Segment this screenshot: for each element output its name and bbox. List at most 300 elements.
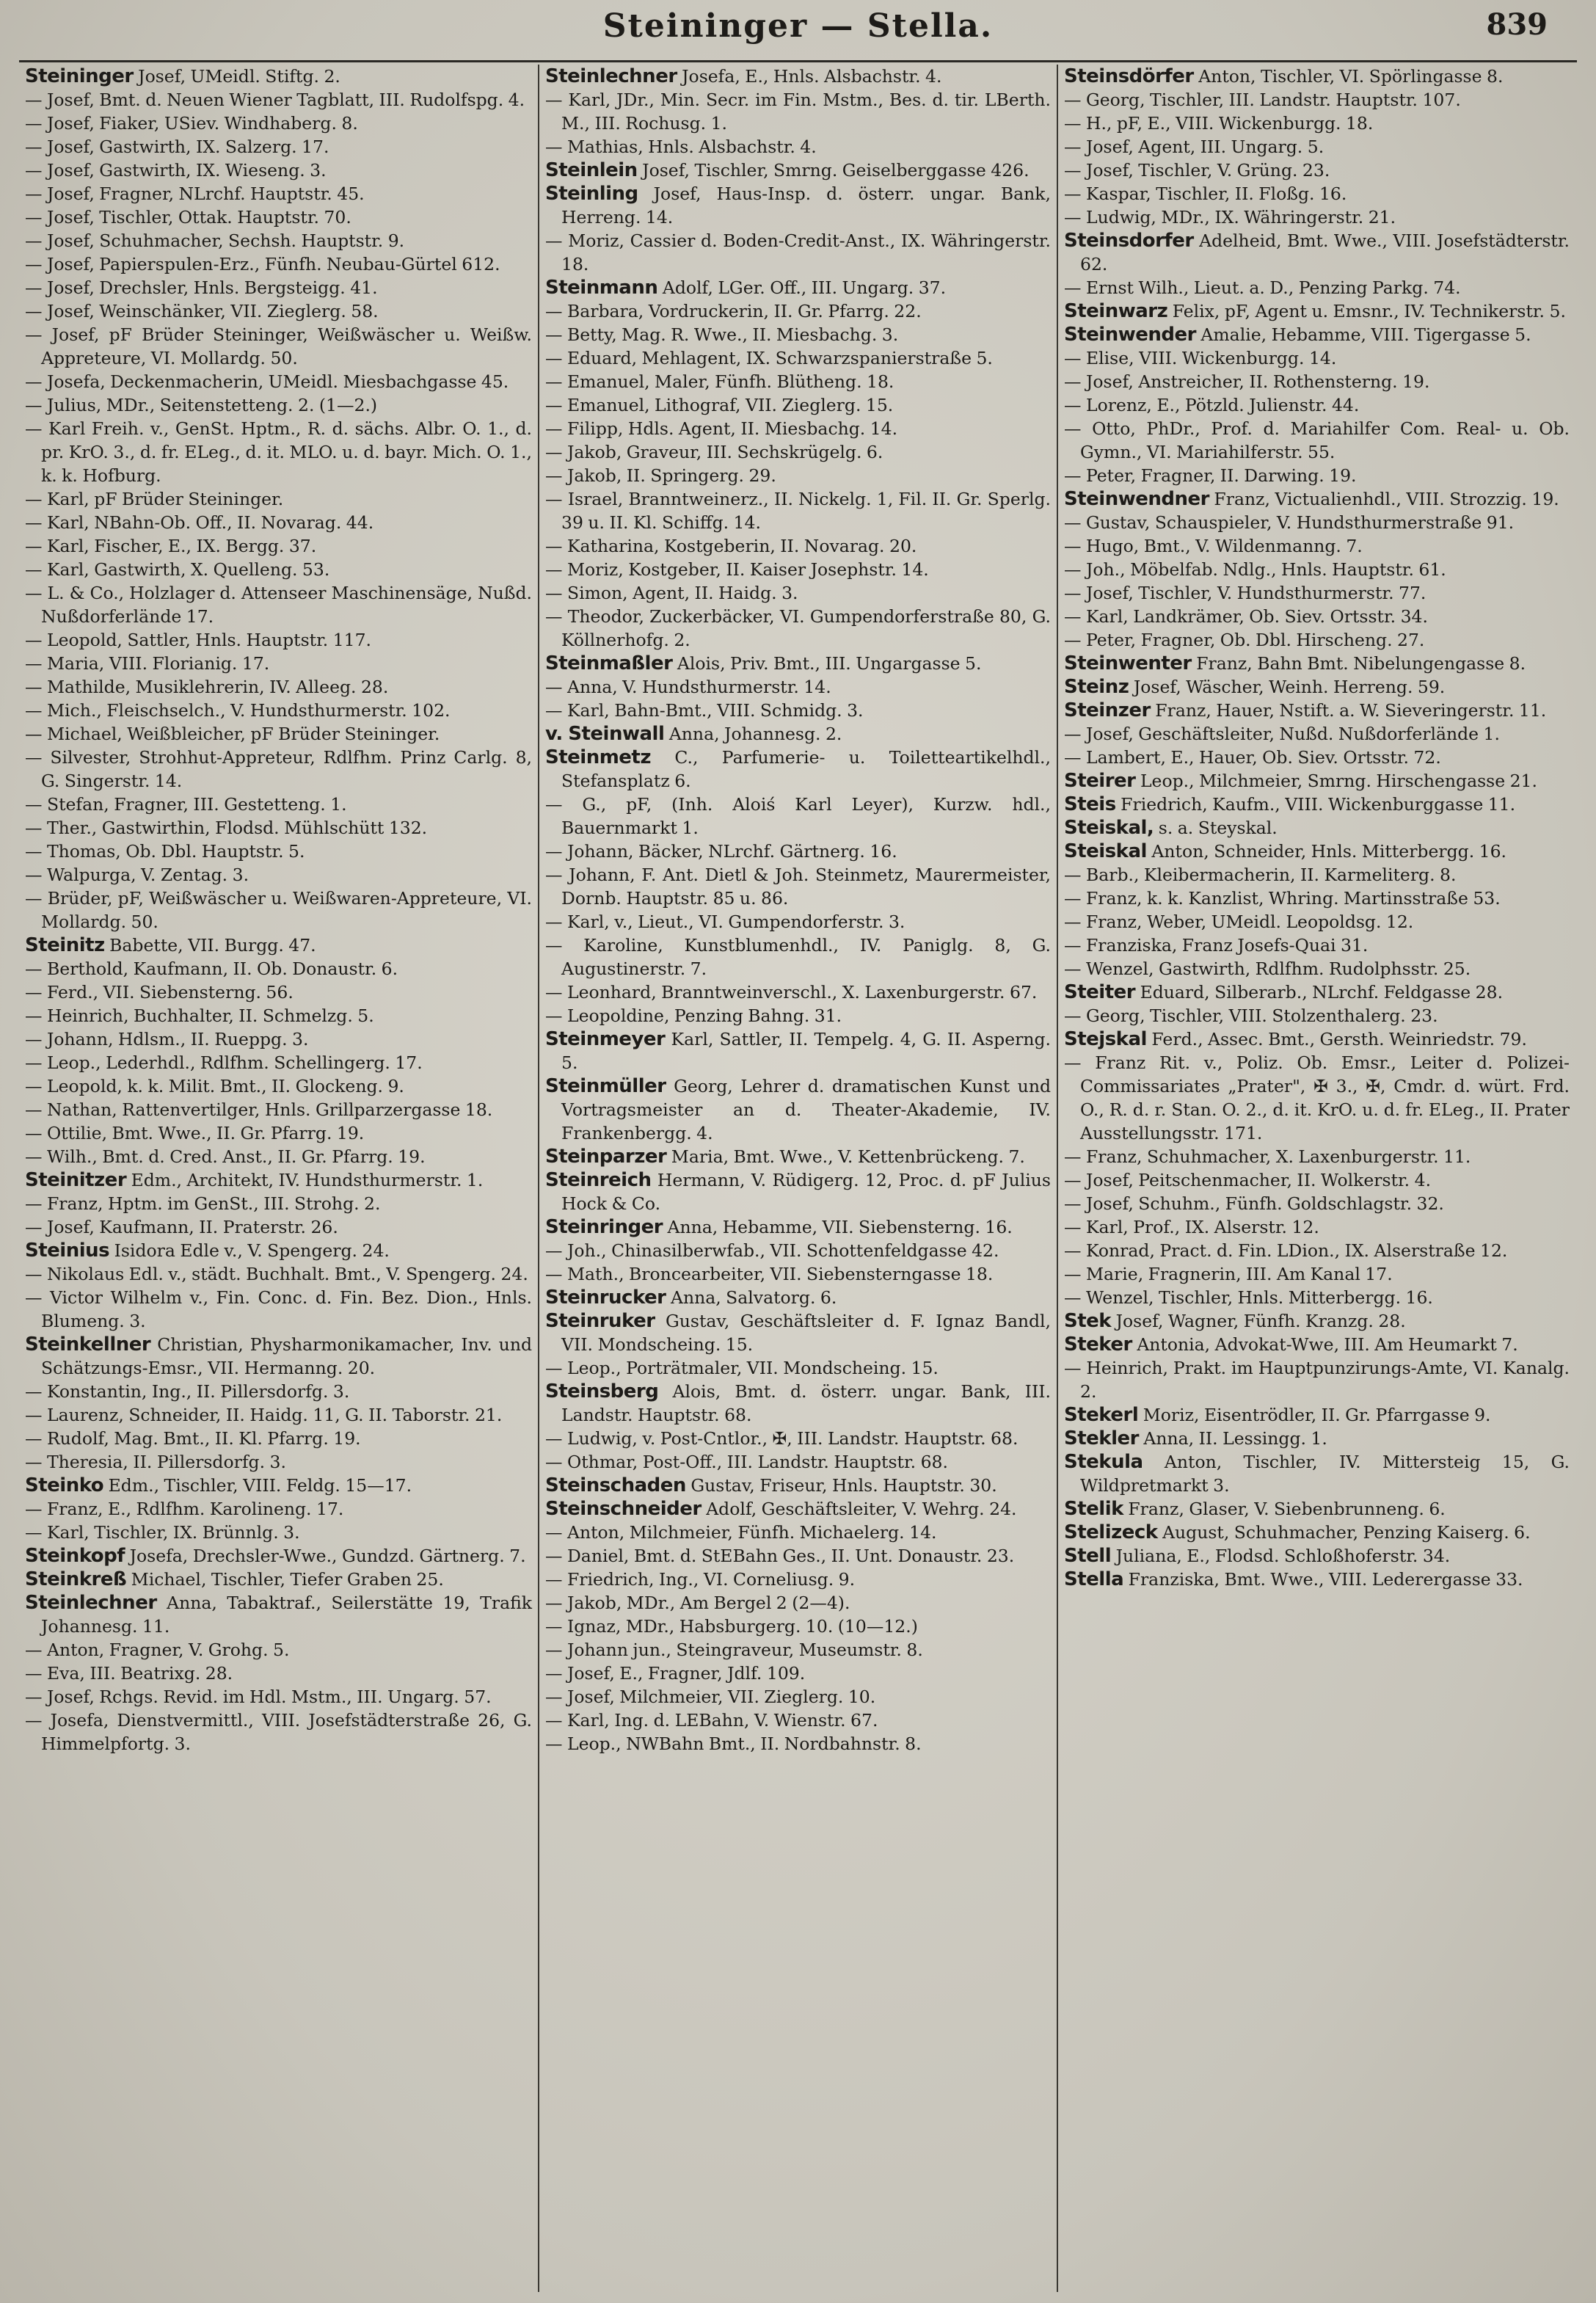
directory-entry bbox=[25, 1403, 532, 1427]
entry-text: Anna, Hebamme, VII. Siebensterng. 16. bbox=[663, 1217, 1013, 1237]
directory-entry bbox=[1064, 417, 1570, 464]
entry-text: — Franz, Hptm. im GenSt., III. Strohg. 2. bbox=[25, 1193, 381, 1214]
directory-entry bbox=[25, 1427, 532, 1450]
entry-surname: Steiter bbox=[1064, 981, 1136, 1003]
entry-text: — Karl, v., Lieut., VI. Gumpendorferstr. 3. bbox=[545, 912, 906, 932]
directory-entry bbox=[545, 1004, 1051, 1027]
entry-text: — Filipp, Hdls. Agent, II. Miesbachg. 14. bbox=[545, 418, 898, 439]
entry-text: — Barbara, Vordruckerin, II. Gr. Pfarrg. 22. bbox=[545, 301, 922, 321]
entry-text: Franz, Bahn Bmt. Nibelungengasse 8. bbox=[1191, 653, 1526, 674]
entry-text: — Emanuel, Lithograf, VII. Zieglerg. 15. bbox=[545, 395, 894, 415]
directory-entry bbox=[545, 1286, 1051, 1309]
entry-text: Ferd., Assec. Bmt., Gersth. Weinriedstr. 79. bbox=[1146, 1029, 1527, 1049]
directory-entry bbox=[1064, 699, 1570, 722]
entry-text: Franziska, Bmt. Wwe., VIII. Lederergasse 33. bbox=[1123, 1569, 1523, 1590]
directory-entry bbox=[25, 1568, 532, 1591]
directory-entry bbox=[545, 1568, 1051, 1591]
entry-text: Josef, Tischler, Smrng. Geiselberggasse 426. bbox=[637, 160, 1030, 181]
entry-text: Gustav, Friseur, Hnls. Hauptstr. 30. bbox=[685, 1475, 997, 1496]
directory-entry bbox=[545, 65, 1051, 88]
directory-entry bbox=[25, 417, 532, 487]
entry-text: August, Schuhmacher, Penzing Kaiserg. 6. bbox=[1157, 1522, 1531, 1543]
entry-text: Anton, Schneider, Hnls. Mitterbergg. 16. bbox=[1146, 841, 1507, 862]
entry-text: — Karl, Bahn-Bmt., VIII. Schmidg. 3. bbox=[545, 700, 864, 721]
directory-entry bbox=[1064, 1309, 1570, 1333]
directory-entry bbox=[1064, 1004, 1570, 1027]
entry-surname: Stekerl bbox=[1064, 1404, 1139, 1426]
directory-entry bbox=[25, 1051, 532, 1074]
entry-surname: Steinschaden bbox=[545, 1474, 686, 1496]
directory-entry bbox=[25, 1004, 532, 1027]
entry-text: — Karoline, Kunstblumenhdl., IV. Paniglg. 8, G. Augustinerstr. 7. bbox=[545, 935, 1051, 979]
entry-text: — Josef, Schuhmacher, Sechsh. Hauptstr. 9. bbox=[25, 230, 405, 251]
entry-surname: Steinitz bbox=[25, 934, 105, 956]
directory-entry bbox=[545, 980, 1051, 1004]
entry-text: — Josef, Papierspulen-Erz., Fünfh. Neubau-Gürtel 612. bbox=[25, 254, 500, 274]
entry-text: — Ther., Gastwirthin, Flodsd. Mühlschütt 132. bbox=[25, 818, 428, 838]
entry-text: — Heinrich, Prakt. im Hauptpunzirungs-Amte, VI. Kanalg. 2. bbox=[1064, 1358, 1570, 1402]
entry-text: — Josef, Tischler, V. Hundsthurmerstr. 77. bbox=[1064, 583, 1426, 603]
directory-entry bbox=[25, 88, 532, 112]
entry-text: Josef, Haus-Insp. d. österr. ungar. Bank, Herreng. 14. bbox=[561, 183, 1051, 228]
entry-text: — Josefa, Dienstvermittl., VIII. Josefstädterstraße 26, G. Himmelpfortg. 3. bbox=[25, 1710, 532, 1754]
directory-entry bbox=[25, 1262, 532, 1286]
directory-columns bbox=[19, 65, 1577, 2292]
entry-surname: Steinreich bbox=[545, 1169, 652, 1191]
directory-entry bbox=[545, 722, 1051, 746]
entry-surname: Steinschneider bbox=[545, 1498, 702, 1520]
entry-text: Antonia, Advokat-Wwe, III. Am Heumarkt 7. bbox=[1132, 1334, 1518, 1355]
entry-text: — Peter, Fragner, Ob. Dbl. Hirscheng. 27. bbox=[1064, 630, 1425, 650]
entry-surname: Steinmann bbox=[545, 277, 658, 299]
entry-text: Adelheid, Bmt. Wwe., VIII. Josefstädterstr. 62. bbox=[1080, 230, 1570, 274]
entry-text: Eduard, Silberarb., NLrchf. Feldgasse 28. bbox=[1135, 982, 1504, 1003]
directory-entry bbox=[545, 1521, 1051, 1544]
entry-surname: Steinz bbox=[1064, 676, 1129, 698]
directory-entry bbox=[25, 65, 532, 88]
entry-text: — Anton, Milchmeier, Fünfh. Michaelerg. 14. bbox=[545, 1522, 937, 1543]
entry-text: — Betty, Mag. R. Wwe., II. Miesbachg. 3. bbox=[545, 324, 899, 345]
entry-text: s. a. Steyskal. bbox=[1154, 818, 1278, 838]
entry-text: Franz, Glaser, V. Siebenbrunneng. 6. bbox=[1123, 1499, 1446, 1519]
entry-surname: Steinmaßler bbox=[545, 652, 673, 674]
directory-entry bbox=[25, 1497, 532, 1521]
entry-text: Amalie, Hebamme, VIII. Tigergasse 5. bbox=[1195, 324, 1531, 345]
entry-text: — Josef, Drechsler, Hnls. Bergsteigg. 41. bbox=[25, 277, 378, 298]
entry-text: — Mathilde, Musiklehrerin, IV. Alleeg. 28. bbox=[25, 677, 389, 697]
entry-text: Edm., Tischler, VIII. Feldg. 15—17. bbox=[103, 1475, 412, 1496]
directory-entry bbox=[545, 1239, 1051, 1262]
directory-entry bbox=[1064, 534, 1570, 558]
entry-text: Hermann, V. Rüdigerg. 12, Proc. d. pF Julius Hock & Co. bbox=[561, 1170, 1051, 1214]
entry-text: — Emanuel, Maler, Fünfh. Blütheng. 18. bbox=[545, 371, 894, 392]
directory-entry bbox=[545, 182, 1051, 229]
entry-surname: Steininger bbox=[25, 65, 134, 87]
directory-entry bbox=[25, 699, 532, 722]
entry-text: — Hugo, Bmt., V. Wildenmanng. 7. bbox=[1064, 536, 1363, 556]
entry-text: Alois, Priv. Bmt., III. Ungargasse 5. bbox=[672, 653, 982, 674]
entry-text: Josef, UMeidl. Stiftg. 2. bbox=[133, 66, 340, 87]
entry-text: — Josef, Bmt. d. Neuen Wiener Tagblatt, III. Rudolfspg. 4. bbox=[25, 90, 525, 110]
column-left bbox=[19, 65, 538, 2292]
directory-entry bbox=[1064, 1192, 1570, 1215]
entry-surname: Steis bbox=[1064, 793, 1116, 815]
directory-entry bbox=[1064, 276, 1570, 299]
directory-entry bbox=[25, 675, 532, 699]
directory-entry bbox=[25, 1286, 532, 1333]
entry-text: Friedrich, Kaufm., VIII. Wickenburggasse 11. bbox=[1115, 794, 1516, 815]
entry-surname: Steinsdorfer bbox=[1064, 230, 1194, 252]
entry-surname: Steinringer bbox=[545, 1216, 663, 1238]
directory-entry bbox=[545, 1474, 1051, 1497]
entry-surname: Stekler bbox=[1064, 1427, 1139, 1449]
entry-text: — Josef, E., Fragner, Jdlf. 109. bbox=[545, 1663, 806, 1684]
entry-surname: Steinsberg bbox=[545, 1380, 659, 1402]
directory-entry bbox=[1064, 1333, 1570, 1356]
directory-entry bbox=[25, 1450, 532, 1474]
entry-text: — Moriz, Kostgeber, II. Kaiser Josephstr. 14. bbox=[545, 559, 929, 580]
directory-entry bbox=[545, 464, 1051, 487]
entry-surname: Steinitzer bbox=[25, 1169, 127, 1191]
entry-surname: Steiskal, bbox=[1064, 817, 1154, 839]
entry-text: — Franz, k. k. Kanzlist, Whring. Martinsstraße 53. bbox=[1064, 888, 1501, 909]
entry-text: — Mich., Fleischselch., V. Hundsthurmerstr. 102. bbox=[25, 700, 451, 721]
entry-text: — Josef, Fragner, NLrchf. Hauptstr. 45. bbox=[25, 183, 365, 204]
entry-text: — G., pF, (Inh. Aloiś Karl Leyer), Kurzw. hdl., Bauernmarkt 1. bbox=[545, 794, 1051, 838]
entry-text: — Josef, pF Brüder Steininger, Weißwäscher u. Weißw. Appreteure, VI. Mollardg. 50. bbox=[25, 324, 532, 368]
entry-text: — Maria, VIII. Florianig. 17. bbox=[25, 653, 270, 674]
directory-entry bbox=[545, 558, 1051, 581]
entry-text: — Ludwig, MDr., IX. Währingerstr. 21. bbox=[1064, 207, 1396, 228]
entry-text: — Peter, Fragner, II. Darwing. 19. bbox=[1064, 465, 1357, 486]
entry-text: — Karl, Ing. d. LEBahn, V. Wienstr. 67. bbox=[545, 1710, 878, 1731]
directory-entry bbox=[545, 652, 1051, 675]
directory-entry bbox=[25, 652, 532, 675]
directory-entry bbox=[1064, 65, 1570, 88]
entry-surname: Stek bbox=[1064, 1310, 1112, 1332]
directory-entry bbox=[25, 370, 532, 393]
entry-surname: Steinmeyer bbox=[545, 1028, 666, 1050]
directory-entry bbox=[25, 323, 532, 370]
entry-text: — Nathan, Rattenvertilger, Hnls. Grillparzergasse 18. bbox=[25, 1099, 493, 1120]
directory-entry bbox=[25, 1074, 532, 1098]
entry-text: — Karl, NBahn-Ob. Off., II. Novarag. 44. bbox=[25, 512, 374, 533]
entry-text: Alois, Bmt. d. österr. ungar. Bank, III. Landstr. Hauptstr. 68. bbox=[561, 1381, 1051, 1425]
entry-surname: Steinwendner bbox=[1064, 488, 1209, 510]
directory-entry bbox=[25, 863, 532, 887]
entry-text: — Josef, Agent, III. Ungarg. 5. bbox=[1064, 137, 1324, 157]
directory-entry bbox=[1064, 863, 1570, 887]
entry-text: — Karl, Fischer, E., IX. Bergg. 37. bbox=[25, 536, 317, 556]
entry-surname: Steinsdörfer bbox=[1064, 65, 1194, 87]
entry-text: — Theodor, Zuckerbäcker, VI. Gumpendorferstraße 80, G. Köllnerhofg. 2. bbox=[545, 606, 1051, 650]
entry-text: Adolf, Geschäftsleiter, V. Wehrg. 24. bbox=[701, 1499, 1017, 1519]
entry-text: — Walpurga, V. Zentag. 3. bbox=[25, 865, 249, 885]
entry-text: — Georg, Tischler, VIII. Stolzenthalerg. 23. bbox=[1064, 1005, 1438, 1026]
entry-surname: Steiskal bbox=[1064, 840, 1147, 862]
entry-text: — Leonhard, Branntweinverschl., X. Laxenburgerstr. 67. bbox=[545, 982, 1038, 1003]
entry-text: — Karl Freih. v., GenSt. Hptm., R. d. sächs. Albr. O. 1., d. pr. KrO. 3., d. fr. ELeg., d. it. MLO. u. d. bayr. Mich. O. 1., k. k. Hofburg. bbox=[25, 418, 532, 486]
directory-entry bbox=[545, 1450, 1051, 1474]
entry-text: — Berthold, Kaufmann, II. Ob. Donaustr. 6. bbox=[25, 958, 398, 979]
directory-entry bbox=[25, 746, 532, 793]
directory-entry bbox=[1064, 581, 1570, 605]
entry-text: — Karl, pF Brüder Steininger. bbox=[25, 489, 284, 509]
entry-surname: Stejskal bbox=[1064, 1028, 1147, 1050]
entry-text: — Leopoldine, Penzing Bahng. 31. bbox=[545, 1005, 842, 1026]
directory-entry bbox=[25, 1215, 532, 1239]
directory-entry bbox=[25, 1192, 532, 1215]
entry-text: Anna, Johannesg. 2. bbox=[664, 724, 842, 744]
directory-entry bbox=[25, 1591, 532, 1638]
entry-text: Anna, II. Lessingg. 1. bbox=[1138, 1428, 1327, 1449]
entry-text: Josef, Wagner, Fünfh. Kranzg. 28. bbox=[1111, 1311, 1406, 1331]
entry-text: — Franz, E., Rdlfhm. Karolineng. 17. bbox=[25, 1499, 344, 1519]
directory-entry bbox=[25, 1521, 532, 1544]
directory-entry bbox=[545, 440, 1051, 464]
entry-text: — Josef, Fiaker, USiev. Windhaberg. 8. bbox=[25, 113, 358, 134]
directory-entry bbox=[545, 793, 1051, 840]
directory-entry bbox=[545, 1168, 1051, 1215]
directory-entry bbox=[545, 1497, 1051, 1521]
directory-entry bbox=[1064, 793, 1570, 816]
directory-entry bbox=[545, 1356, 1051, 1380]
entry-text: — Leopold, Sattler, Hnls. Hauptstr. 117. bbox=[25, 630, 372, 650]
directory-entry bbox=[545, 699, 1051, 722]
directory-entry bbox=[545, 159, 1051, 182]
entry-surname: Stelizeck bbox=[1064, 1521, 1158, 1543]
directory-entry bbox=[545, 299, 1051, 323]
entry-text: Michael, Tischler, Tiefer Graben 25. bbox=[126, 1569, 444, 1590]
directory-entry bbox=[1064, 769, 1570, 793]
entry-text: — Josef, Geschäftsleiter, Nußd. Nußdorferlände 1. bbox=[1064, 724, 1500, 744]
entry-text: Leop., Milchmeier, Smrng. Hirschengasse 21. bbox=[1135, 771, 1537, 791]
entry-text: — Anna, V. Hundsthurmerstr. 14. bbox=[545, 677, 831, 697]
entry-text: — Josef, Tischler, Ottak. Hauptstr. 70. bbox=[25, 207, 351, 228]
directory-entry bbox=[1064, 1286, 1570, 1309]
directory-entry bbox=[545, 581, 1051, 605]
entry-text: — Jakob, MDr., Am Bergel 2 (2—4). bbox=[545, 1593, 850, 1613]
directory-entry bbox=[1064, 957, 1570, 980]
directory-entry bbox=[25, 816, 532, 840]
directory-entry bbox=[1064, 675, 1570, 699]
directory-entry bbox=[1064, 205, 1570, 229]
directory-entry bbox=[1064, 934, 1570, 957]
entry-text: — Johann, F. Ant. Dietl & Joh. Steinmetz, Maurermeister, Dornb. Hauptstr. 85 u. 86. bbox=[545, 865, 1051, 909]
directory-entry bbox=[545, 1074, 1051, 1145]
directory-entry bbox=[25, 276, 532, 299]
directory-entry bbox=[1064, 1497, 1570, 1521]
column-middle bbox=[538, 65, 1057, 2292]
directory-entry bbox=[25, 1709, 532, 1756]
entry-text: — Eduard, Mehlagent, IX. Schwarzspanierstraße 5. bbox=[545, 348, 993, 368]
entry-text: Babette, VII. Burgg. 47. bbox=[104, 935, 316, 956]
directory-entry bbox=[545, 1638, 1051, 1662]
directory-entry bbox=[25, 628, 532, 652]
entry-text: — Mathias, Hnls. Alsbachstr. 4. bbox=[545, 137, 817, 157]
directory-entry bbox=[545, 863, 1051, 910]
entry-text: — Rudolf, Mag. Bmt., II. Kl. Pfarrg. 19. bbox=[25, 1428, 361, 1449]
entry-surname: Steinlechner bbox=[25, 1592, 157, 1614]
entry-text: — Laurenz, Schneider, II. Haidg. 11, G. II. Taborstr. 21. bbox=[25, 1405, 503, 1425]
entry-surname: Steinkopf bbox=[25, 1545, 125, 1567]
directory-entry bbox=[1064, 1521, 1570, 1544]
directory-entry bbox=[545, 1709, 1051, 1732]
directory-entry bbox=[25, 1333, 532, 1380]
entry-text: — Barb., Kleibermacherin, II. Karmeliterg. 8. bbox=[1064, 865, 1457, 885]
directory-entry bbox=[25, 205, 532, 229]
entry-text: — Nikolaus Edl. v., städt. Buchhalt. Bmt., V. Spengerg. 24. bbox=[25, 1264, 528, 1284]
directory-entry bbox=[25, 182, 532, 205]
entry-text: — Heinrich, Buchhalter, II. Schmelzg. 5. bbox=[25, 1005, 374, 1026]
directory-entry bbox=[545, 746, 1051, 793]
entry-text: — Wilh., Bmt. d. Cred. Anst., II. Gr. Pfarrg. 19. bbox=[25, 1146, 426, 1167]
entry-text: — Josef, Tischler, V. Grüng. 23. bbox=[1064, 160, 1330, 181]
entry-text: — Julius, MDr., Seitenstetteng. 2. (1—2.) bbox=[25, 395, 378, 415]
entry-text: C., Parfumerie- u. Toiletteartikelhdl., Stefansplatz 6. bbox=[561, 747, 1051, 791]
directory-entry bbox=[25, 487, 532, 511]
directory-entry bbox=[25, 1098, 532, 1121]
entry-text: Isidora Edle v., V. Spengerg. 24. bbox=[109, 1240, 390, 1261]
entry-text: Franz, Victualienhdl., VIII. Strozzig. 19. bbox=[1209, 489, 1559, 509]
directory-entry bbox=[545, 1591, 1051, 1615]
entry-text: — Friedrich, Ing., VI. Corneliusg. 9. bbox=[545, 1569, 856, 1590]
entry-text: — Ferd., VII. Siebensterng. 56. bbox=[25, 982, 294, 1003]
entry-text: — Michael, Weißbleicher, pF Brüder Steininger. bbox=[25, 724, 440, 744]
directory-entry bbox=[25, 1239, 532, 1262]
entry-surname: Steinrucker bbox=[545, 1287, 666, 1309]
page-header bbox=[19, 7, 1577, 62]
directory-entry bbox=[1064, 346, 1570, 370]
directory-entry bbox=[545, 1027, 1051, 1074]
directory-entry bbox=[545, 605, 1051, 652]
directory-entry bbox=[25, 1685, 532, 1709]
directory-entry bbox=[25, 581, 532, 628]
directory-entry bbox=[25, 1380, 532, 1403]
entry-text: — Joh., Chinasilberwfab., VII. Schottenfeldgasse 42. bbox=[545, 1240, 999, 1261]
directory-entry bbox=[545, 393, 1051, 417]
directory-entry bbox=[545, 1262, 1051, 1286]
directory-entry bbox=[545, 346, 1051, 370]
entry-text: — Georg, Tischler, III. Landstr. Hauptstr. 107. bbox=[1064, 90, 1461, 110]
entry-surname: v. Steinwall bbox=[545, 723, 665, 745]
entry-text: Adolf, LGer. Off., III. Ungarg. 37. bbox=[657, 277, 947, 298]
entry-text: — Israel, Branntweinerz., II. Nickelg. 1, Fil. II. Gr. Sperlg. 39 u. II. Kl. Schiffg. 14. bbox=[545, 489, 1051, 533]
directory-entry bbox=[1064, 980, 1570, 1004]
directory-entry bbox=[1064, 840, 1570, 863]
entry-text: — Math., Broncearbeiter, VII. Siebensterngasse 18. bbox=[545, 1264, 994, 1284]
directory-entry bbox=[1064, 1262, 1570, 1286]
entry-text: Christian, Physharmonikamacher, Inv. und Schätzungs-Emsr., VII. Hermanng. 20. bbox=[41, 1334, 532, 1378]
entry-text: — Wenzel, Tischler, Hnls. Mitterbergg. 16. bbox=[1064, 1287, 1433, 1308]
entry-text: — Wenzel, Gastwirth, Rdlfhm. Rudolphsstr. 25. bbox=[1064, 958, 1471, 979]
directory-entry bbox=[25, 887, 532, 934]
directory-entry bbox=[545, 934, 1051, 980]
entry-text: — Josef, Rchgs. Revid. im Hdl. Mstm., III. Ungarg. 57. bbox=[25, 1687, 492, 1707]
entry-text: Karl, Sattler, II. Tempelg. 4, G. II. Asperng. 5. bbox=[561, 1029, 1051, 1073]
entry-text: Edm., Architekt, IV. Hundsthurmerstr. 1. bbox=[126, 1170, 484, 1190]
directory-entry bbox=[25, 1145, 532, 1168]
entry-text: — Johann jun., Steingraveur, Museumstr. 8. bbox=[545, 1640, 923, 1660]
directory-entry bbox=[25, 1474, 532, 1497]
entry-text: — Theresia, II. Pillersdorfg. 3. bbox=[25, 1452, 286, 1472]
directory-entry bbox=[25, 1121, 532, 1145]
directory-entry bbox=[545, 1145, 1051, 1168]
entry-text: — Kaspar, Tischler, II. Floßg. 16. bbox=[1064, 183, 1347, 204]
directory-entry bbox=[25, 1638, 532, 1662]
directory-entry bbox=[1064, 1027, 1570, 1051]
entry-text: — Gustav, Schauspieler, V. Hundsthurmerstraße 91. bbox=[1064, 512, 1515, 533]
directory-entry bbox=[1064, 159, 1570, 182]
directory-entry bbox=[1064, 487, 1570, 511]
entry-text: — Franz Rit. v., Poliz. Ob. Emsr., Leiter d. Polizei-Commissariates „Prater", ✠ 3., ✠, Cmdr. d. würt. Frd. O., R. d. r. Stan. O. 2., d. it. KrO. u. d. fr. ELeg., II. Prater Ausstellungsstr. 171. bbox=[1064, 1052, 1570, 1143]
entry-text: — H., pF, E., VIII. Wickenburgg. 18. bbox=[1064, 113, 1374, 134]
entry-text: Anton, Tischler, IV. Mittersteig 15, G. Wildpretmarkt 3. bbox=[1080, 1452, 1570, 1496]
directory-entry bbox=[545, 840, 1051, 863]
directory-entry bbox=[1064, 511, 1570, 534]
directory-entry bbox=[25, 1168, 532, 1192]
directory-entry bbox=[545, 1215, 1051, 1239]
entry-text: Franz, Hauer, Nstift. a. W. Sieveringerstr. 11. bbox=[1150, 700, 1547, 721]
entry-text: — Elise, VIII. Wickenburgg. 14. bbox=[1064, 348, 1337, 368]
entry-surname: Steinmüller bbox=[545, 1075, 666, 1097]
directory-entry bbox=[1064, 1215, 1570, 1239]
entry-text: — Karl, Gastwirth, X. Quelleng. 53. bbox=[25, 559, 330, 580]
entry-text: — Karl, Landkrämer, Ob. Siev. Ortsstr. 34. bbox=[1064, 606, 1428, 627]
column-right bbox=[1057, 65, 1575, 2292]
directory-entry bbox=[25, 1027, 532, 1051]
directory-entry bbox=[545, 1732, 1051, 1756]
entry-text: — Franz, Weber, UMeidl. Leopoldsg. 12. bbox=[1064, 912, 1414, 932]
entry-text: — Otto, PhDr., Prof. d. Mariahilfer Com. Real- u. Ob. Gymn., VI. Mariahilferstr. 55. bbox=[1064, 418, 1570, 462]
directory-entry bbox=[1064, 393, 1570, 417]
entry-text: — Karl, Prof., IX. Alserstr. 12. bbox=[1064, 1217, 1319, 1237]
entry-surname: Steinwenter bbox=[1064, 652, 1192, 674]
page-title: Steininger — Stella. bbox=[602, 7, 994, 45]
entry-text: — Josef, Kaufmann, II. Praterstr. 26. bbox=[25, 1217, 338, 1237]
directory-entry bbox=[1064, 88, 1570, 112]
entry-text: — Konstantin, Ing., II. Pillersdorfg. 3. bbox=[25, 1381, 350, 1402]
entry-text: — Leop., Lederhdl., Rdlfhm. Schellingerg. 17. bbox=[25, 1052, 423, 1073]
entry-text: — Marie, Fragnerin, III. Am Kanal 17. bbox=[1064, 1264, 1393, 1284]
directory-entry bbox=[25, 980, 532, 1004]
directory-entry bbox=[1064, 370, 1570, 393]
directory-entry bbox=[1064, 299, 1570, 323]
directory-entry bbox=[1064, 1239, 1570, 1262]
entry-text: — Ottilie, Bmt. Wwe., II. Gr. Pfarrg. 19. bbox=[25, 1123, 365, 1143]
directory-entry bbox=[1064, 464, 1570, 487]
directory-entry bbox=[25, 159, 532, 182]
entry-text: Juliana, E., Flodsd. Schloßhoferstr. 34. bbox=[1111, 1546, 1451, 1566]
page-number: 839 bbox=[1486, 7, 1548, 42]
directory-entry bbox=[1064, 1427, 1570, 1450]
entry-surname: Steker bbox=[1064, 1334, 1132, 1356]
directory-entry bbox=[25, 229, 532, 252]
entry-text: — Leop., NWBahn Bmt., II. Nordbahnstr. 8. bbox=[545, 1733, 922, 1754]
entry-text: — Stefan, Fragner, III. Gestetteng. 1. bbox=[25, 794, 347, 815]
entry-text: — Jakob, II. Springerg. 29. bbox=[545, 465, 776, 486]
directory-entry bbox=[545, 1685, 1051, 1709]
directory-entry bbox=[1064, 1168, 1570, 1192]
entry-text: — Josef, Gastwirth, IX. Salzerg. 17. bbox=[25, 137, 329, 157]
entry-surname: Steinling bbox=[545, 183, 638, 205]
entry-surname: Steinmetz bbox=[545, 746, 651, 768]
directory-entry bbox=[25, 393, 532, 417]
entry-text: — Lorenz, E., Pötzld. Julienstr. 44. bbox=[1064, 395, 1360, 415]
entry-text: — Josef, Milchmeier, VII. Zieglerg. 10. bbox=[545, 1687, 876, 1707]
entry-text: — Josefa, Deckenmacherin, UMeidl. Miesbachgasse 45. bbox=[25, 371, 509, 392]
directory-entry bbox=[545, 1662, 1051, 1685]
